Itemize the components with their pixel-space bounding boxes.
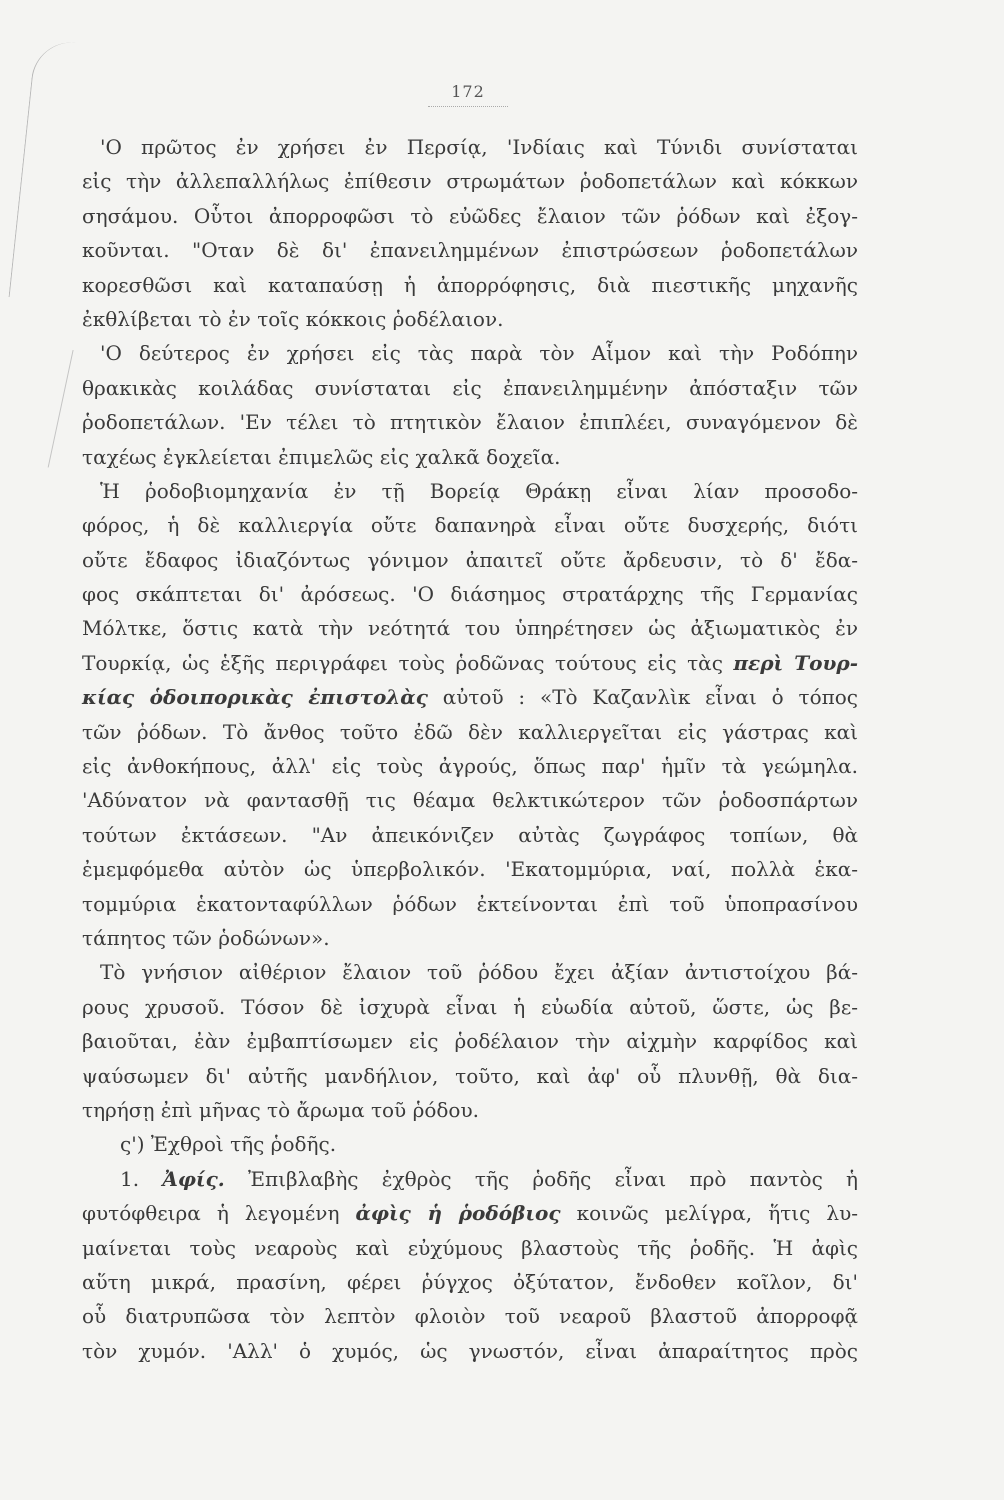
text-line bbox=[82, 990, 858, 1024]
text-line bbox=[82, 1162, 858, 1196]
text-line bbox=[82, 508, 858, 542]
text-segment: τάπητος τῶν ῥοδώνων». bbox=[82, 925, 330, 950]
text-segment: ψαύσωμεν δι' αὐτῆς μανδήλιον, τοῦτο, καὶ ἀφ' οὗ πλυνθῇ, θὰ δια- bbox=[82, 1063, 858, 1088]
text-segment: 'Ο πρῶτος ἐν χρήσει ἐν Περσίᾳ, 'Ινδίαις καὶ Τύνιδι συνίσταται bbox=[100, 135, 858, 159]
text-line bbox=[82, 164, 858, 198]
text-segment: 1. bbox=[120, 1166, 163, 1191]
text-segment: τὸν χυμόν. 'Αλλ' ὁ χυμός, ὡς γνωστόν, εἶναι ἀπαραίτητος πρὸς bbox=[82, 1338, 858, 1363]
text-line bbox=[82, 336, 858, 370]
text-segment: αὕτη μικρά, πρασίνη, φέρει ῥύγχος ὀξύτατον, ἔνδοθεν κοῖλον, δι' bbox=[82, 1269, 858, 1294]
text-line bbox=[82, 371, 858, 405]
bold-italic-text: Ἀφίς. bbox=[162, 1166, 225, 1191]
text-line bbox=[82, 680, 858, 714]
text-line bbox=[82, 611, 858, 645]
text-segment: φυτόφθειρα ἡ λεγομένη bbox=[82, 1201, 356, 1226]
text-segment: ρους χρυσοῦ. Τόσον δὲ ἰσχυρὰ εἶναι ἡ εὐωδία αὐτοῦ, ὥστε, ὡς βε- bbox=[82, 994, 858, 1019]
text-line bbox=[82, 715, 858, 749]
text-segment: κοῦνται. "Οταν δὲ δι' ἐπανειλημμένων ἐπιστρώσεων ῥοδοπετάλων bbox=[82, 238, 858, 263]
text-line bbox=[82, 955, 858, 989]
text-line bbox=[82, 1265, 858, 1299]
text-segment: Ἡ ῥοδοβιομηχανία ἐν τῇ Βορείᾳ Θράκῃ εἶναι λίαν προσοδο- bbox=[100, 478, 858, 503]
text-segment: ς') Ἐχθροὶ τῆς ῥοδῆς. bbox=[120, 1132, 337, 1157]
text-line bbox=[82, 783, 858, 817]
body-text bbox=[82, 130, 858, 1368]
text-segment: οὔτε ἔδαφος ἰδιαζόντως γόνιμον ἀπαιτεῖ οὔτε ἄρδευσιν, τὸ δ' ἔδα- bbox=[82, 547, 858, 572]
text-line bbox=[82, 233, 858, 267]
page-number: 172 bbox=[451, 82, 485, 101]
text-segment: θρακικὰς κοιλάδας συνίσταται εἰς ἐπανειλημμένην ἀπόσταξιν τῶν bbox=[82, 375, 858, 400]
text-segment: φόρος, ἡ δὲ καλλιεργία οὔτε δαπανηρὰ εἶναι οὔτε δυσχερής, διότι bbox=[82, 513, 858, 538]
text-line bbox=[82, 852, 858, 886]
text-segment: αὐτοῦ : «Τὸ Καζανλὶκ εἶναι ὁ τόπος bbox=[427, 685, 859, 710]
text-line bbox=[82, 577, 858, 611]
text-segment: Ἐπιβλαβὴς ἐχθρὸς τῆς ῥοδῆς εἶναι πρὸ παντὸς ἡ bbox=[224, 1166, 858, 1191]
text-segment: βαιοῦται, ἐὰν ἐμβαπτίσωμεν εἰς ῥοδέλαιον τὴν αἰχμὴν καρφίδος καὶ bbox=[82, 1029, 858, 1054]
text-segment: τηρήσῃ ἐπὶ μῆνας τὸ ἄρωμα τοῦ ῥόδου. bbox=[82, 1097, 479, 1122]
text-segment: Τὸ γνήσιον αἰθέριον ἔλαιον τοῦ ῥόδου ἔχει ἀξίαν ἀντιστοίχου βά- bbox=[100, 960, 858, 985]
text-segment: τούτων ἐκτάσεων. "Αν ἀπεικόνιζεν αὐτὰς ζωγράφος τοπίων, θὰ bbox=[82, 822, 858, 847]
text-segment: ἐκθλίβεται τὸ ἐν τοῖς κόκκοις ῥοδέλαιον. bbox=[82, 306, 504, 331]
text-segment: 'Ο δεύτερος ἐν χρήσει εἰς τὰς παρὰ τὸν Αἷμον καὶ τὴν Ροδόπην bbox=[100, 341, 858, 366]
bold-italic-text: περὶ Τουρ- bbox=[733, 650, 858, 675]
text-line bbox=[82, 1093, 858, 1127]
text-line bbox=[82, 818, 858, 852]
text-line bbox=[82, 1334, 858, 1368]
text-line bbox=[82, 474, 858, 508]
text-line bbox=[82, 1059, 858, 1093]
text-segment: φος σκάπτεται δι' ἀρόσεως. 'Ο διάσημος στρατάρχης τῆς Γερμανίας bbox=[82, 582, 858, 607]
text-line bbox=[82, 405, 858, 439]
text-line bbox=[82, 646, 858, 680]
text-segment: τομμύρια ἑκατονταφύλλων ῥόδων ἐκτείνονται ἐπὶ τοῦ ὑποπρασίνου bbox=[82, 891, 858, 916]
text-segment: ῥοδοπετάλων. 'Εν τέλει τὸ πτητικὸν ἔλαιον ἐπιπλέει, συναγόμενον δὲ bbox=[82, 410, 858, 435]
text-segment: εἰς τὴν ἀλλεπαλλήλως ἐπίθεσιν στρωμάτων ῥοδοπετάλων καὶ κόκκων bbox=[82, 169, 858, 194]
text-line bbox=[82, 1231, 858, 1265]
text-line bbox=[82, 268, 858, 302]
text-segment: οὗ διατρυπῶσα τὸν λεπτὸν φλοιὸν τοῦ νεαροῦ βλαστοῦ ἀπορροφᾷ bbox=[82, 1304, 858, 1329]
text-line bbox=[82, 1024, 858, 1058]
margin-pencil-mark bbox=[48, 350, 86, 470]
text-segment: Τουρκίᾳ, ὡς ἑξῆς περιγράφει τοὺς ῥοδῶνας τούτους εἰς τὰς bbox=[82, 650, 734, 675]
text-line bbox=[82, 543, 858, 577]
text-line bbox=[82, 921, 858, 955]
bold-italic-text: ἀφὶς ἡ ῥοδόβιος bbox=[355, 1201, 561, 1226]
text-line bbox=[82, 887, 858, 921]
text-segment: Μόλτκε, ὅστις κατὰ τὴν νεότητά του ὑπηρέτησεν ὡς ἀξιωματικὸς ἐν bbox=[82, 616, 858, 641]
text-segment: κοινῶς μελίγρα, ἥτις λυ- bbox=[560, 1201, 858, 1226]
bold-italic-text: κίας ὁδοιπορικὰς ἐπιστολὰς bbox=[82, 685, 428, 710]
text-line bbox=[82, 302, 858, 336]
text-segment: μαίνεται τοὺς νεαροὺς καὶ εὐχύμους βλαστοὺς τῆς ῥοδῆς. Ἡ ἀφὶς bbox=[82, 1235, 858, 1260]
text-segment: εἰς ἀνθοκήπους, ἀλλ' εἰς τοὺς ἀγρούς, ὅπως παρ' ἡμῖν τὰ γεώμηλα. bbox=[82, 754, 858, 779]
text-segment: κορεσθῶσι καὶ καταπαύσῃ ἡ ἀπορρόφησις, διὰ πιεστικῆς μηχανῆς bbox=[82, 272, 858, 297]
text-segment: ταχέως ἐγκλείεται ἐπιμελῶς εἰς χαλκᾶ δοχεῖα. bbox=[82, 444, 561, 469]
text-line bbox=[82, 440, 858, 474]
margin-pencil-mark bbox=[9, 39, 77, 302]
text-line bbox=[82, 199, 858, 233]
text-line bbox=[82, 1196, 858, 1230]
text-line bbox=[82, 749, 858, 783]
text-segment: 'Αδύνατον νὰ φαντασθῇ τις θέαμα θελκτικώτερον τῶν ῥοδοσπάρτων bbox=[82, 788, 858, 813]
text-line bbox=[82, 1127, 858, 1161]
text-segment: τῶν ῥόδων. Τὸ ἄνθος τοῦτο ἐδῶ δὲν καλλιεργεῖται εἰς γάστρας καὶ bbox=[82, 719, 858, 744]
text-segment: σησάμου. Οὗτοι ἀπορροφῶσι τὸ εὐῶδες ἔλαιον τῶν ῥόδων καὶ ἐξογ- bbox=[82, 203, 858, 228]
page-number-rule bbox=[428, 106, 508, 107]
text-line bbox=[82, 1299, 858, 1333]
text-segment: ἐμεμφόμεθα αὐτὸν ὡς ὑπερβολικόν. 'Εκατομμύρια, ναί, πολλὰ ἑκα- bbox=[82, 857, 858, 882]
text-line bbox=[82, 130, 858, 164]
